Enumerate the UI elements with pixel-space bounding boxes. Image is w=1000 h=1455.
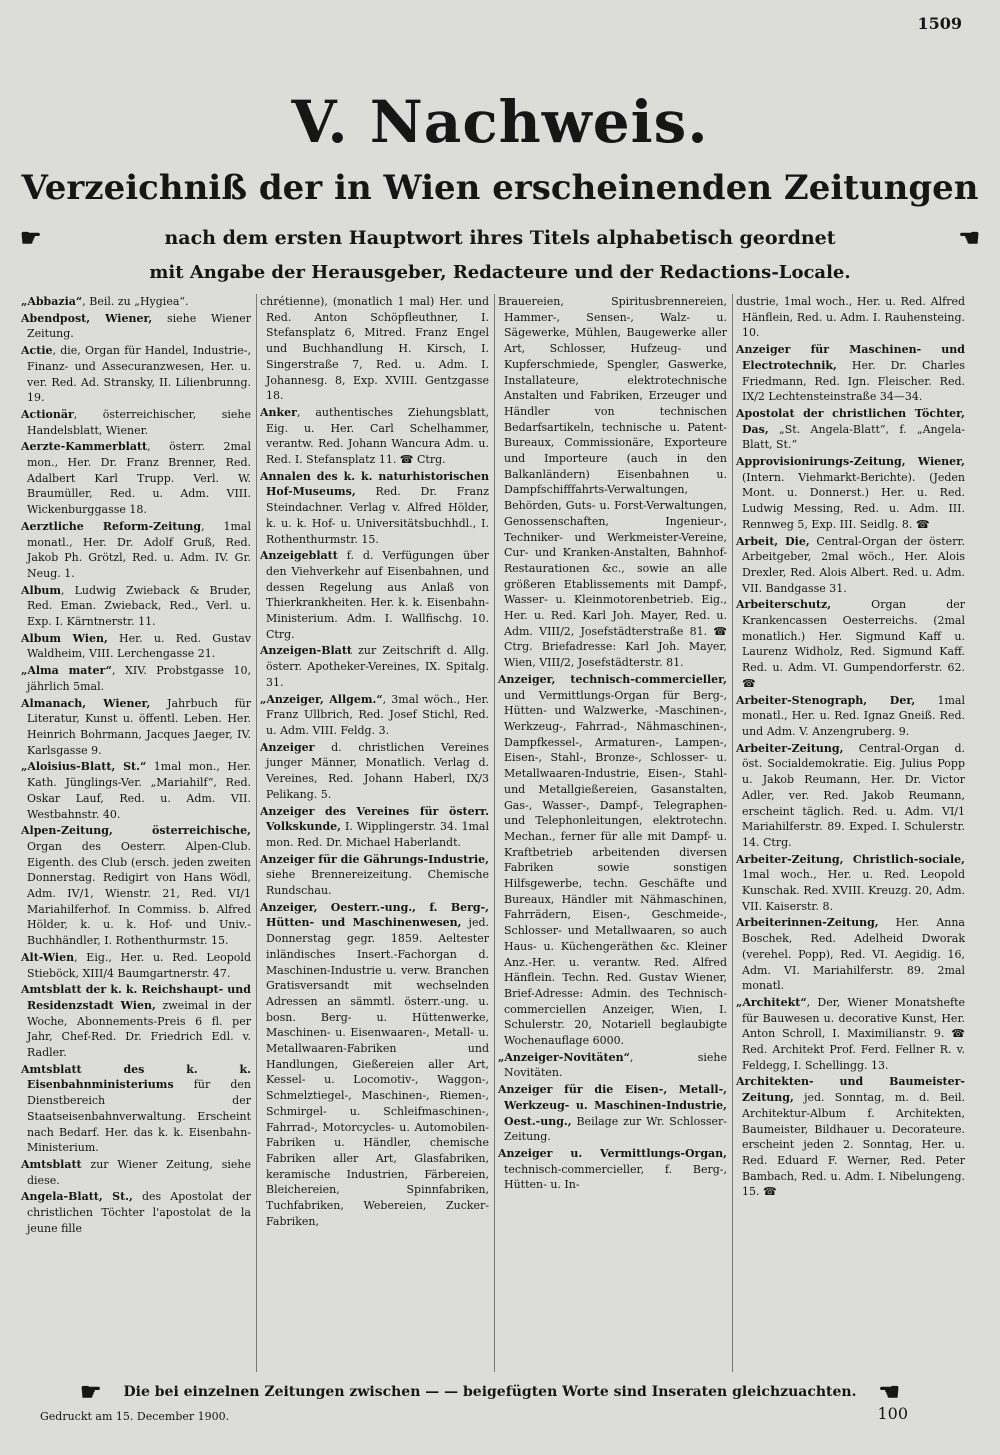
ordering-note: nach dem ersten Hauptwort ihres Titels alphabetisch geordnet	[164, 227, 836, 249]
directory-entry	[498, 1146, 727, 1193]
directory-entry	[736, 294, 965, 341]
directory-entry	[260, 692, 489, 739]
column-4	[732, 294, 970, 1372]
directory-entry	[260, 294, 489, 404]
pointing-hand-left-icon: ☚	[958, 223, 980, 252]
entry-details: I. Wipplingerstr. 34. 1mal mon. Red. Dr. Michael Haberlandt.	[266, 820, 489, 849]
directory-entry	[498, 1050, 727, 1081]
print-date: Gedruckt am 15. December 1900.	[40, 1410, 230, 1423]
entry-details: zweimal in der Woche, Abonnements-Preis 6 fl. per Jahr, Chef-Red. Dr. Friedrich Edl. v. Radler.	[27, 998, 251, 1060]
entry-title: Anzeiger	[260, 740, 315, 754]
entry-details: für den Dienstbereich der Staatseisenbahnverwaltung. Erscheint nach Bedarf. Her. das k. k. Eisenbahn-Ministerium.	[27, 1078, 251, 1155]
directory-entry	[498, 294, 727, 671]
entry-title: Arbeiter-Zeitung, Christlich-sociale,	[736, 852, 965, 866]
entry-details: , Eig., Her. u. Red. Leopold Stieböck, XIII/4 Baumgartnerstr. 47.	[27, 950, 251, 980]
entry-title: Amtsblatt des k. k. Eisenbahnministeriums	[21, 1062, 251, 1092]
entry-title: Angela-Blatt, St.,	[21, 1190, 133, 1204]
footer-notice	[80, 1377, 900, 1406]
entry-title: Alpen-Zeitung, österreichische,	[21, 824, 251, 838]
pointing-hand-right-icon: ☛	[80, 1377, 102, 1406]
directory-entry	[260, 740, 489, 803]
entry-title: Arbeiter-Zeitung,	[736, 741, 844, 755]
entry-details: chrétienne), (monatlich 1 mal) Her. und Red. Anton Schöpfleuthner, I. Stefansplatz 6, Mitred. Franz Engel und Buchhandlung H. Kirsch, I. Singerstraße 7, Red. u. Adm. I. Johannesg. 8, Exp. XVIII. Gentzgasse 18.	[260, 295, 489, 403]
entry-details: jed. Donnerstag gegr. 1859. Aeltester inländisches Insert.-Fachorgan d. Maschinen-Industrie u. verw. Branchen Gratisversandt mit wechselnden Adressen an sämmtl. österr.-ung. u. bosn. Berg- u. Hüttenwerke, Maschinen- u. Eisenwaaren-, Metall- u. Metallwaaren-Fabriken und Handlungen, Gießereien aller Art, Kessel- u. Locomotiv-, Waggon-, Schmelztiegel-, Maschinen-, Riemen-, Schmirgel- u. Schleifmaschinen-, Fahrrad-, Motorcycles- u. Automobilen-Fabriken u. Händler, chemische Fabriken aller Art, Glasfabriken, keramische Industrien, Färbereien, Bleichereien, Spinnfabriken, Tuchfabriken, Webereien, Zucker-Fabriken,	[266, 916, 489, 1228]
entry-details: Brauereien, Spiritusbrennereien, Hammer-, Sensen-, Walz- u. Sägewerke, Mühlen, Baugewerke aller Art, Schlosser, Hufzeug- und Kupferschmiede, Spengler, Gaswerke, Installateure, elektrotechnische Anstalten und Fabriken, Erzeuger und Händler von technischen Bedarfsartikeln, technische u. Patent-Bureaux, Commissionäre, Exporteure und Importeure (auch in den Balkanländern) Eisenbahnen u. Dampfschifffahrts-Verwaltungen, Behörden, Guts- u. Forst-Verwaltungen, Genossenschaften, Ingenieur-, Techniker- und Werkmeister-Vereine, Cur- und Kranken-Anstalten, Bahnhof-Restaurationen &c., sowie an alle größeren Etablissements mit Dampf-, Wasser- u. Kleinmotorenbetrieb. Eig., Her. u. Red. Karl Joh. Mayer, Red. u. Adm. VIII/2, Josefstädterstraße 81. ☎ Ctrg. Briefadresse: Karl Joh. Mayer, Wien, VIII/2, Josefstädterstr. 81.	[498, 295, 727, 670]
entry-details: siehe Wiener Zeitung.	[27, 311, 251, 341]
entry-details: Central-Organ der österr. Arbeitgeber, 2mal wöch., Her. Alois Drexler, Red. Alois Albert. Red. u. Adm. VII. Bandgasse 31.	[742, 534, 965, 595]
entry-details: Beilage zur Wr. Schlosser-Zeitung.	[504, 1114, 727, 1144]
directory-entry	[21, 631, 251, 662]
entry-title: Arbeit, Die,	[736, 534, 810, 548]
directory-entry	[21, 407, 251, 438]
entry-title: Annalen des k. k. naturhistorischen Hof-Museums,	[260, 469, 489, 499]
column-1	[18, 294, 256, 1372]
entry-details: (Intern. Viehmarkt-Berichte). (Jeden Mont. u. Donnerst.) Her. u. Red. Ludwig Messing, Red. u. Adm. III. Rennweg 5, Exp. III. Seidlg. 8. ☎	[742, 470, 965, 531]
ordering-line	[20, 223, 980, 252]
entry-details: Organ der Krankencassen Oesterreichs. (2mal monatlich.) Her. Sigmund Kaff u. Laurenz Widholz, Red. Sigmund Kaff. Red. u. Adm. VI. Gumpendorferstr. 62. ☎	[742, 598, 965, 690]
page-number: 1509	[917, 14, 962, 33]
entry-title: „Abbazia“	[21, 295, 83, 308]
entry-title: Apostolat der christlichen Töchter, Das,	[736, 406, 965, 436]
entry-title: Anzeiger für die Eisen-, Metall-, Werkzeug- u. Maschinen-Industrie, Oest.-ung.,	[498, 1083, 727, 1128]
directory-entry	[21, 343, 251, 406]
details-note: mit Angabe der Herausgeber, Redacteure und der Redactions-Locale.	[149, 262, 851, 283]
entry-details: , Beil. zu „Hygiea“.	[82, 295, 189, 308]
entry-title: Anzeiger u. Vermittlungs-Organ,	[498, 1146, 727, 1160]
entry-details: , österr. 2mal mon., Her. Dr. Franz Brenner, Red. Adalbert Karl Trupp. Verl. W. Braumüller, Red. u. Adm. VIII. Wickenburggasse 18.	[27, 440, 251, 517]
entry-title: Anzeiger, technisch-commercieller,	[498, 672, 727, 686]
directory-entry	[21, 950, 251, 981]
column-2	[256, 294, 494, 1372]
directory-entry	[21, 583, 251, 630]
entry-title: Alt-Wien	[21, 950, 75, 964]
entry-title: „Architekt“	[736, 995, 807, 1009]
entry-title: Anzeigeblatt	[260, 549, 338, 563]
entry-details: , Ludwig Zwieback & Bruder, Red. Eman. Zwieback, Red., Verl. u. Exp. I. Kärntnerstr. 11.	[27, 583, 251, 629]
entry-details: , authentisches Ziehungsblatt, Eig. u. Her. Carl Schelhammer, verantw. Red. Johann Wancura Adm. u. Red. I. Stefansplatz 11. ☎ Ctrg.	[266, 405, 489, 467]
entry-title: „Anzeiger, Allgem.“	[260, 692, 383, 706]
directory-entry	[260, 405, 489, 468]
entry-title: Actie	[21, 344, 53, 358]
directory-entry	[21, 982, 251, 1061]
entry-details: des Apostolat der christlichen Töchter l'apostolat de la jeune fille	[27, 1190, 251, 1235]
entry-title: Anzeigen-Blatt	[260, 644, 352, 658]
sheet-number: 100	[877, 1404, 908, 1423]
directory-entry	[21, 519, 251, 582]
entry-details: 1mal monatl., Her. u. Red. Ignaz Gneiß. Red. und Adm. V. Anzengruberg. 9.	[742, 693, 965, 738]
entry-title: Anker	[260, 405, 297, 419]
entry-details: 1mal woch., Her. u. Red. Leopold Kunschak. Red. XVIII. Kreuzg. 20, Adm. VII. Kaiserstr. 8.	[742, 868, 965, 913]
directory-entry	[21, 696, 251, 759]
entry-details: , siehe Novitäten.	[504, 1050, 727, 1080]
entry-title: Album	[21, 583, 62, 597]
entry-details: zur Zeitschrift d. Allg. österr. Apotheker-Vereines, IX. Spitalg. 31.	[266, 644, 489, 689]
directory-entry	[736, 342, 965, 405]
entry-title: Aerzte-Kammerblatt	[21, 440, 148, 454]
directory-entry	[736, 915, 965, 994]
entry-details: , 1mal monatl., Her. Dr. Adolf Gruß, Red. Jakob Ph. Grötzl, Red. u. Adm. IV. Gr. Neug. 1.	[27, 519, 251, 580]
entry-columns	[18, 294, 973, 1372]
pointing-hand-right-icon: ☛	[20, 223, 42, 252]
entry-title: Architekten- und Baumeister-Zeitung,	[736, 1075, 965, 1105]
entry-details: 1mal mon., Her. Kath. Jünglings-Ver. „Mariahilf“, Red. Oskar Lauf, Red. u. Adm. VII. Westbahnstr. 40.	[27, 760, 251, 821]
entry-title: „Alma mater“	[21, 664, 113, 678]
entry-details: , österreichischer, siehe Handelsblatt, Wiener.	[27, 407, 251, 437]
directory-entry	[21, 1157, 251, 1188]
directory-entry	[21, 759, 251, 822]
entry-details: Jahrbuch für Literatur, Kunst u. öffentl. Leben. Her. Heinrich Bohrmann, Jacques Jaeger, IV. Karlsgasse 9.	[27, 696, 252, 757]
entry-details: , Der, Wiener Monatshefte für Bauwesen u. decorative Kunst, Her. Anton Schroll, I. Maximilianstr. 9. ☎ Red. Architekt Prof. Ferd. Fellner R. v. Feldegg, I. Schellingg. 13.	[742, 995, 965, 1072]
entry-title: Actionär	[21, 407, 74, 421]
directory-entry	[21, 823, 251, 949]
entry-title: Arbeiterschutz,	[736, 598, 832, 612]
footer-notice-text: Die bei einzelnen Zeitungen zwischen — — beigefügten Worte sind Inseraten gleichzuachten.	[123, 1384, 857, 1400]
directory-entry	[736, 995, 965, 1074]
entry-title: „Anzeiger-Novitäten“	[498, 1050, 630, 1064]
directory-entry	[21, 1189, 251, 1236]
entry-title: „Aloisius-Blatt, St.“	[21, 760, 147, 774]
entry-details: Her. u. Red. Gustav Waldheim, VIII. Lerchengasse 21.	[27, 631, 251, 661]
section-title: V. Nachweis.	[291, 88, 709, 156]
entry-title: Abendpost, Wiener,	[21, 311, 153, 325]
directory-entry	[736, 534, 965, 597]
entry-details: dustrie, 1mal woch., Her. u. Red. Alfred Hänflein, Red. u. Adm. I. Rauhensteing. 10.	[736, 295, 965, 340]
directory-entry	[260, 548, 489, 642]
directory-entry	[736, 741, 965, 851]
entry-details: „St. Angela-Blatt“, f. „Angela-Blatt, St.“	[742, 422, 965, 452]
entry-details: siehe Brennereizeitung. Chemische Rundschau.	[266, 868, 489, 898]
entry-title: Anzeiger für die Gährungs-Industrie,	[260, 852, 489, 866]
directory-entry	[736, 454, 965, 533]
directory-entry	[21, 439, 251, 518]
entry-details: jed. Sonntag, m. d. Beil. Architektur-Album f. Architekten, Baumeister, Bildhauer u. Decorateure. erscheint jeden 2. Sonntag, Her. u. Red. Eduard F. Werner, Red. Peter Bambach, Red. u. Adm. I. Nibelungeng. 15. ☎	[742, 1091, 965, 1199]
entry-title: Arbeiter-Stenograph, Der,	[736, 693, 916, 707]
entry-details: Her. Anna Boschek, Red. Adelheid Dworak (verehel. Popp), Red. VI. Aegidig. 16, Adm. VI. Mariahilferstr. 89. 2mal monatl.	[742, 916, 965, 993]
directory-entry	[260, 900, 489, 1230]
entry-details: , XIV. Probstgasse 10, jährlich 5mal.	[27, 664, 251, 693]
entry-title: Aerztliche Reform-Zeitung	[21, 519, 202, 533]
entry-title: Approvisionirungs-Zeitung, Wiener,	[736, 455, 965, 469]
directory-entry	[498, 672, 727, 1049]
entry-details: , 3mal wöch., Her. Franz Ullbrich, Red. Josef Stichl, Red. u. Adm. VIII. Feldg. 3.	[266, 692, 489, 737]
directory-entry	[260, 852, 489, 899]
directory-entry	[260, 643, 489, 690]
entry-title: Album Wien,	[21, 631, 108, 645]
entry-title: Arbeiterinnen-Zeitung,	[736, 916, 879, 930]
subtitle: Verzeichniß der in Wien erscheinenden Zeitungen	[21, 168, 979, 208]
directory-entry	[736, 597, 965, 691]
entry-details: technisch-commercieller, f. Berg-, Hütten- u. In-	[504, 1162, 727, 1192]
directory-entry	[736, 1074, 965, 1200]
entry-details: d. christlichen Vereines junger Männer, Monatlich. Verlag d. Vereines, Red. Johann Haberl, IX/3 Pelikang. 5.	[266, 740, 489, 801]
entry-title: Anzeiger des Vereines für österr. Volkskunde,	[260, 804, 489, 834]
directory-entry	[21, 294, 251, 310]
directory-entry	[736, 852, 965, 915]
column-3	[494, 294, 732, 1372]
entry-title: Anzeiger für Maschinen- und Electrotechnik,	[736, 343, 965, 372]
directory-entry	[498, 1082, 727, 1145]
directory-entry	[260, 804, 489, 851]
entry-title: Anzeiger, Oesterr.-ung., f. Berg-, Hütten- und Maschinenwesen,	[260, 900, 489, 930]
pointing-hand-left-icon: ☚	[878, 1377, 900, 1406]
directory-entry	[260, 469, 489, 548]
entry-details: Red. Dr. Franz Steindachner. Verlag v. Alfred Hölder, k. u. k. Hof- u. Universitätsbuchhdl., I. Rothenthurmstr. 15.	[266, 485, 489, 546]
directory-entry	[21, 1062, 251, 1156]
directory-entry	[736, 693, 965, 740]
entry-details: f. d. Verfügungen über den Viehverkehr auf Eisenbahnen, und dessen Regelung aus Anlaß von Thierkrankheiten. Her. k. k. Eisenbahn-Ministerium. Adm. I. Wallfischg. 10. Ctrg.	[266, 549, 489, 641]
entry-title: Almanach, Wiener,	[21, 696, 151, 710]
directory-entry	[736, 406, 965, 453]
entry-details: Her. Dr. Charles Friedmann, Red. Ign. Fleischer. Red. IX/2 Lechtensteinstraße 34—34.	[742, 358, 965, 404]
entry-details: Organ des Oesterr. Alpen-Club. Eigenth. des Club (ersch. jeden zweiten Donnerstag. Redigirt von Hans Wödl, Adm. IV/1, Wienstr. 21, Red. VI/1 Mariahilferhof. In Commiss. b. Alfred Hölder, k. u. k. Hof- und Univ.-Buchhändler, I. Rothenthurmstr. 15.	[27, 839, 251, 948]
entry-details: Central-Organ d. öst. Socialdemokratie. Eig. Julius Popp u. Jakob Reumann, Her. Dr. Victor Adler, ver. Red. Jakob Reumann, erscheint täglich. Red. u. Adm. VI/1 Mariahilferstr. 89. Exped. I. Schulerstr. 14. Ctrg.	[742, 741, 965, 849]
directory-entry	[21, 663, 251, 694]
entry-title: Amtsblatt der k. k. Reichshaupt- und Residenzstadt Wien,	[21, 983, 251, 1012]
entry-details: , die, Organ für Handel, Industrie-, Finanz- und Assecuranzwesen, Her. u. ver. Red. Ad. Stransky, II. Lilienbrunng. 19.	[27, 344, 251, 405]
entry-details: zur Wiener Zeitung, siehe diese.	[27, 1157, 251, 1187]
entry-details: und Vermittlungs-Organ für Berg-, Hütten- und Walzwerke, -Maschinen-, Werkzeug-, Fahrrad-, Nähmaschinen-, Dampfkessel-, Armaturen-, Lampen-, Eisen-, Stahl-, Bronze-, Schlosser- u. Metallwaaren-Industrie, Eisen-, Stahl- und Metallgießereien, Gasanstalten, Gas-, Wasser-, Dampf-, Telegraphen- und Telephonleitungen, elektrotechn. Mechan., ferner für alle mit Dampf- u. Kraftbetrieb arbeitenden diversen Fabriken sowie sonstigen Hilfsgewerbe, techn. Geschäfte und Bureaux, Händler mit Nähmaschinen, Fahrrädern, Eisen-, Geschmeide-, Schlosser- und Metallwaaren, so auch Haus- u. Küchengeräthen &c. Kleiner Anz.-Her. u. verantw. Red. Alfred Hänflein. Techn. Red. Gustav Wiener, Brief-Adresse: Admin. des Technisch-commerciellen Anzeiger, Wien, I. Schulerstr. 20, Notariell beglaubigte Wochenauflage 6000.	[504, 688, 727, 1048]
directory-entry	[21, 311, 251, 342]
entry-title: Amtsblatt	[21, 1157, 82, 1171]
